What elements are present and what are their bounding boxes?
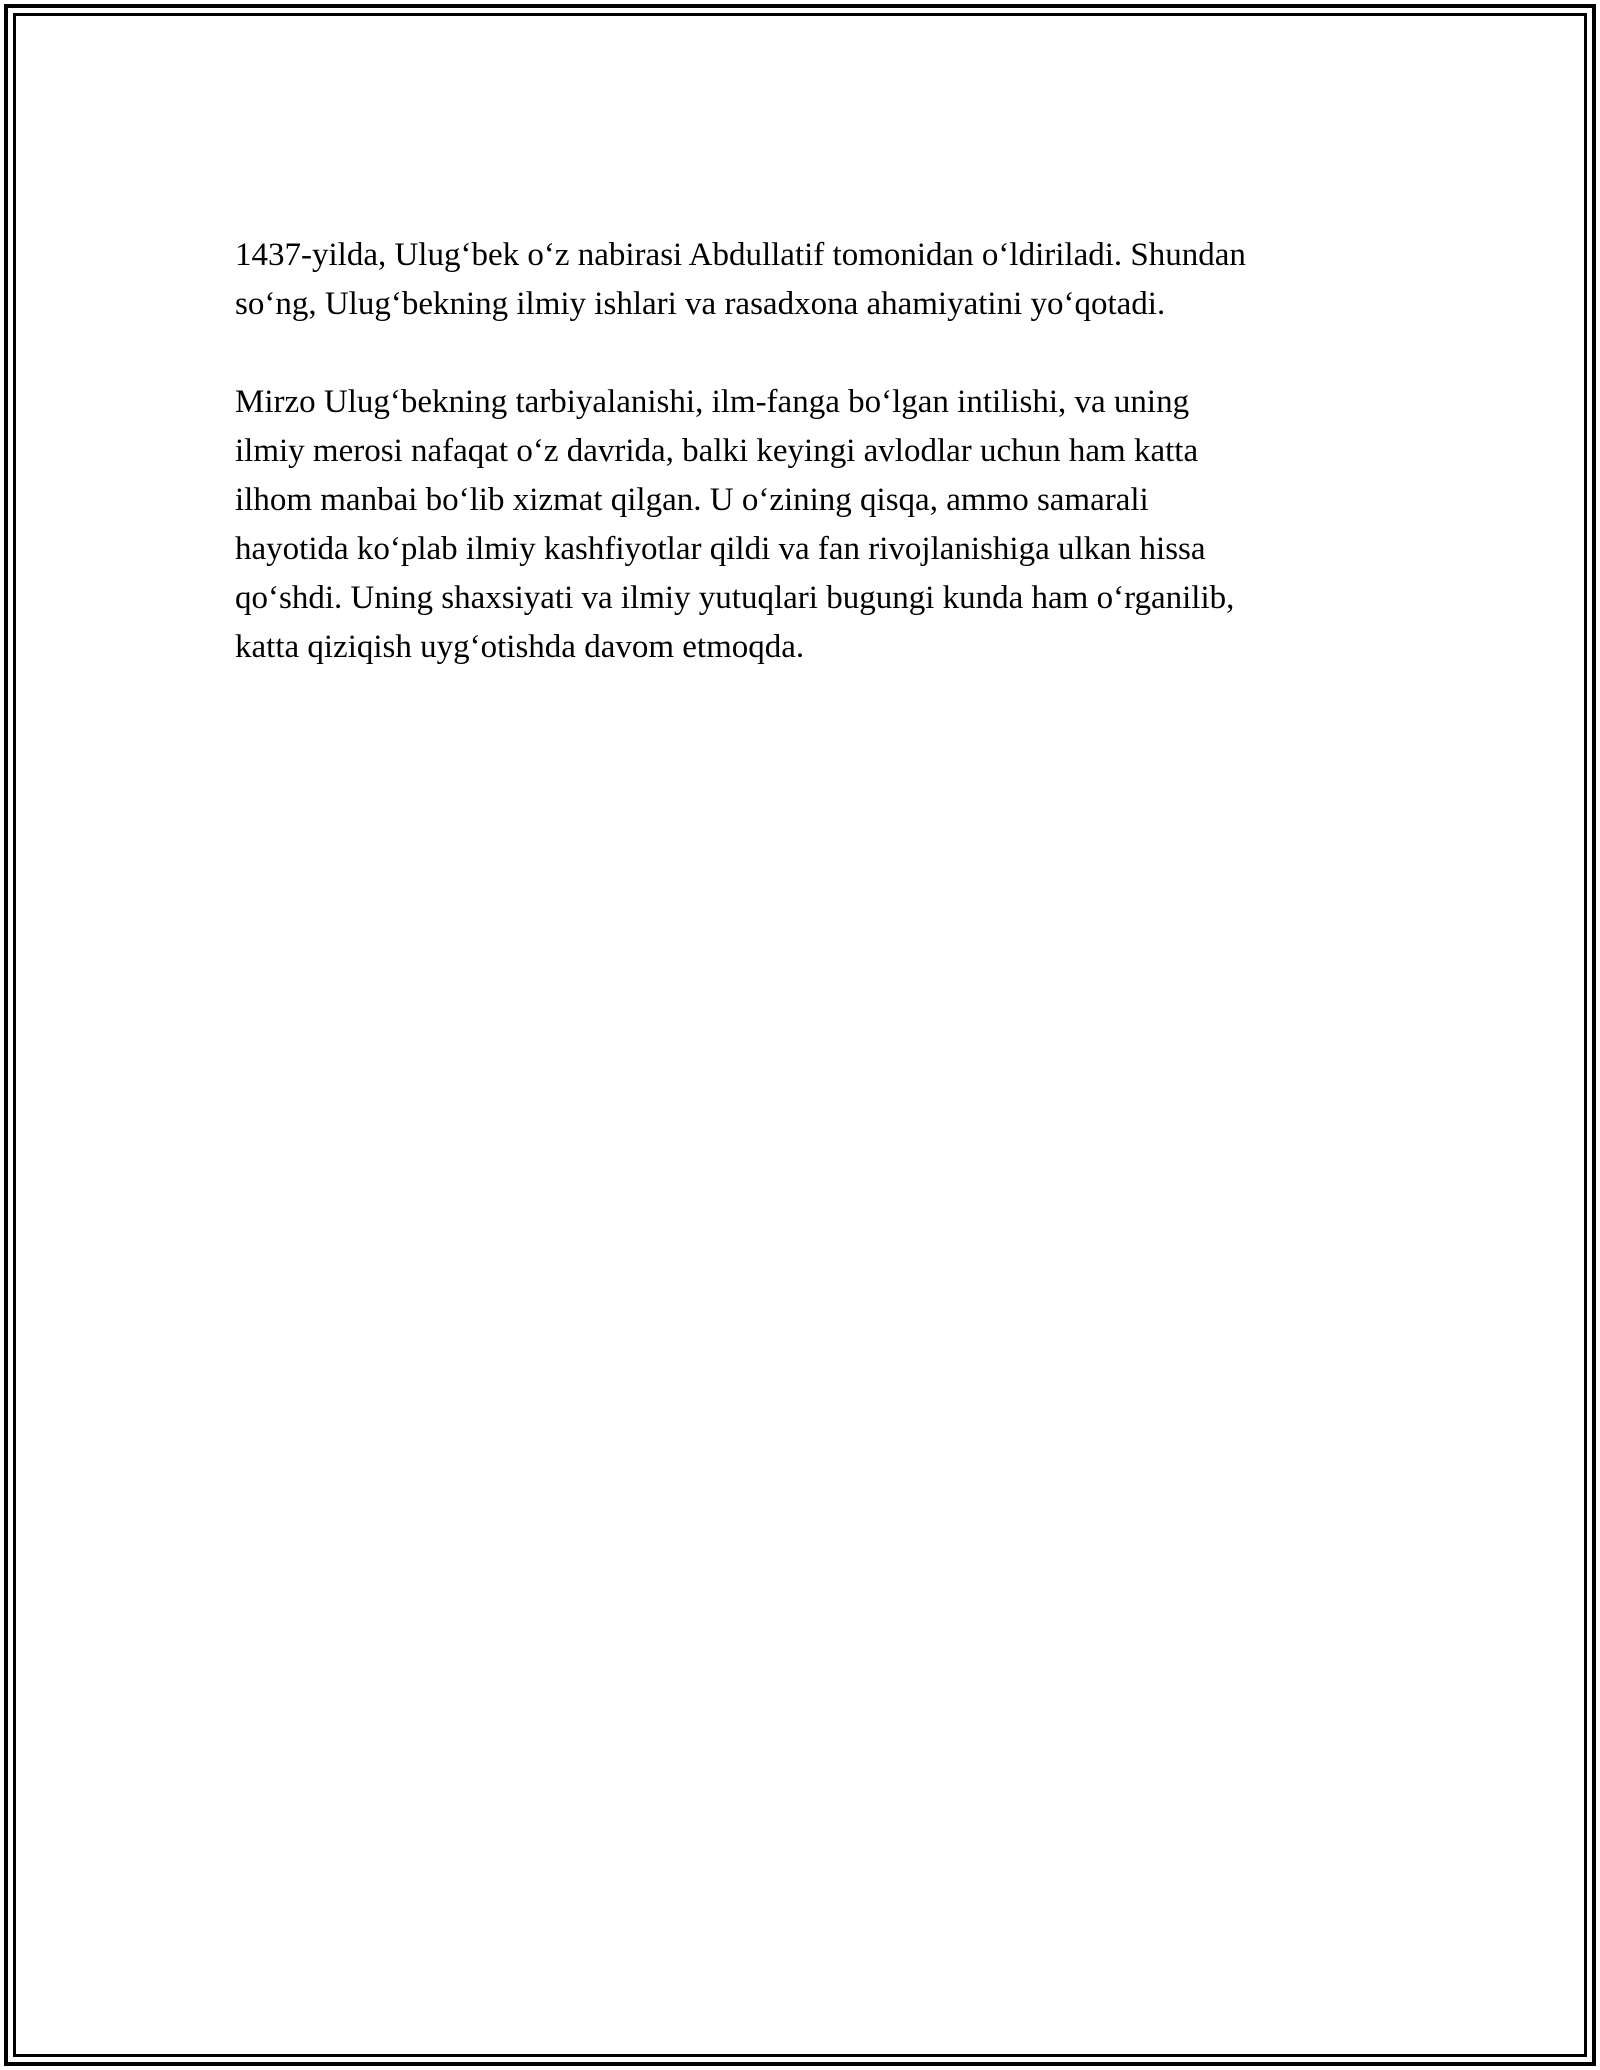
paragraph-line: so‘ng, Ulug‘bekning ilmiy ishlari va rasadxona ahamiyatini yo‘qotadi. (235, 286, 1166, 322)
paragraph-line: qo‘shdi. Uning shaxsiyati va ilmiy yutuqlari bugungi kunda ham o‘rganilib, (235, 580, 1235, 616)
paragraph-2 (235, 378, 1365, 672)
document-body (235, 231, 1365, 721)
paragraph-line: hayotida ko‘plab ilmiy kashfiyotlar qildi va fan rivojlanishiga ulkan hissa (235, 531, 1206, 567)
paragraph-line: ilhom manbai bo‘lib xizmat qilgan. U o‘zining qisqa, ammo samarali (235, 482, 1149, 518)
paragraph-line: ilmiy merosi nafaqat o‘z davrida, balki keyingi avlodlar uchun ham katta (235, 433, 1199, 469)
paragraph-line: katta qiziqish uyg‘otishda davom etmoqda. (235, 629, 805, 665)
paragraph-line: Mirzo Ulug‘bekning tarbiyalanishi, ilm-fanga bo‘lgan intilishi, va uning (235, 384, 1190, 420)
paragraph-line: 1437-yilda, Ulug‘bek o‘z nabirasi Abdullatif tomonidan o‘ldiriladi. Shundan (235, 237, 1246, 273)
paragraph-1 (235, 231, 1365, 329)
